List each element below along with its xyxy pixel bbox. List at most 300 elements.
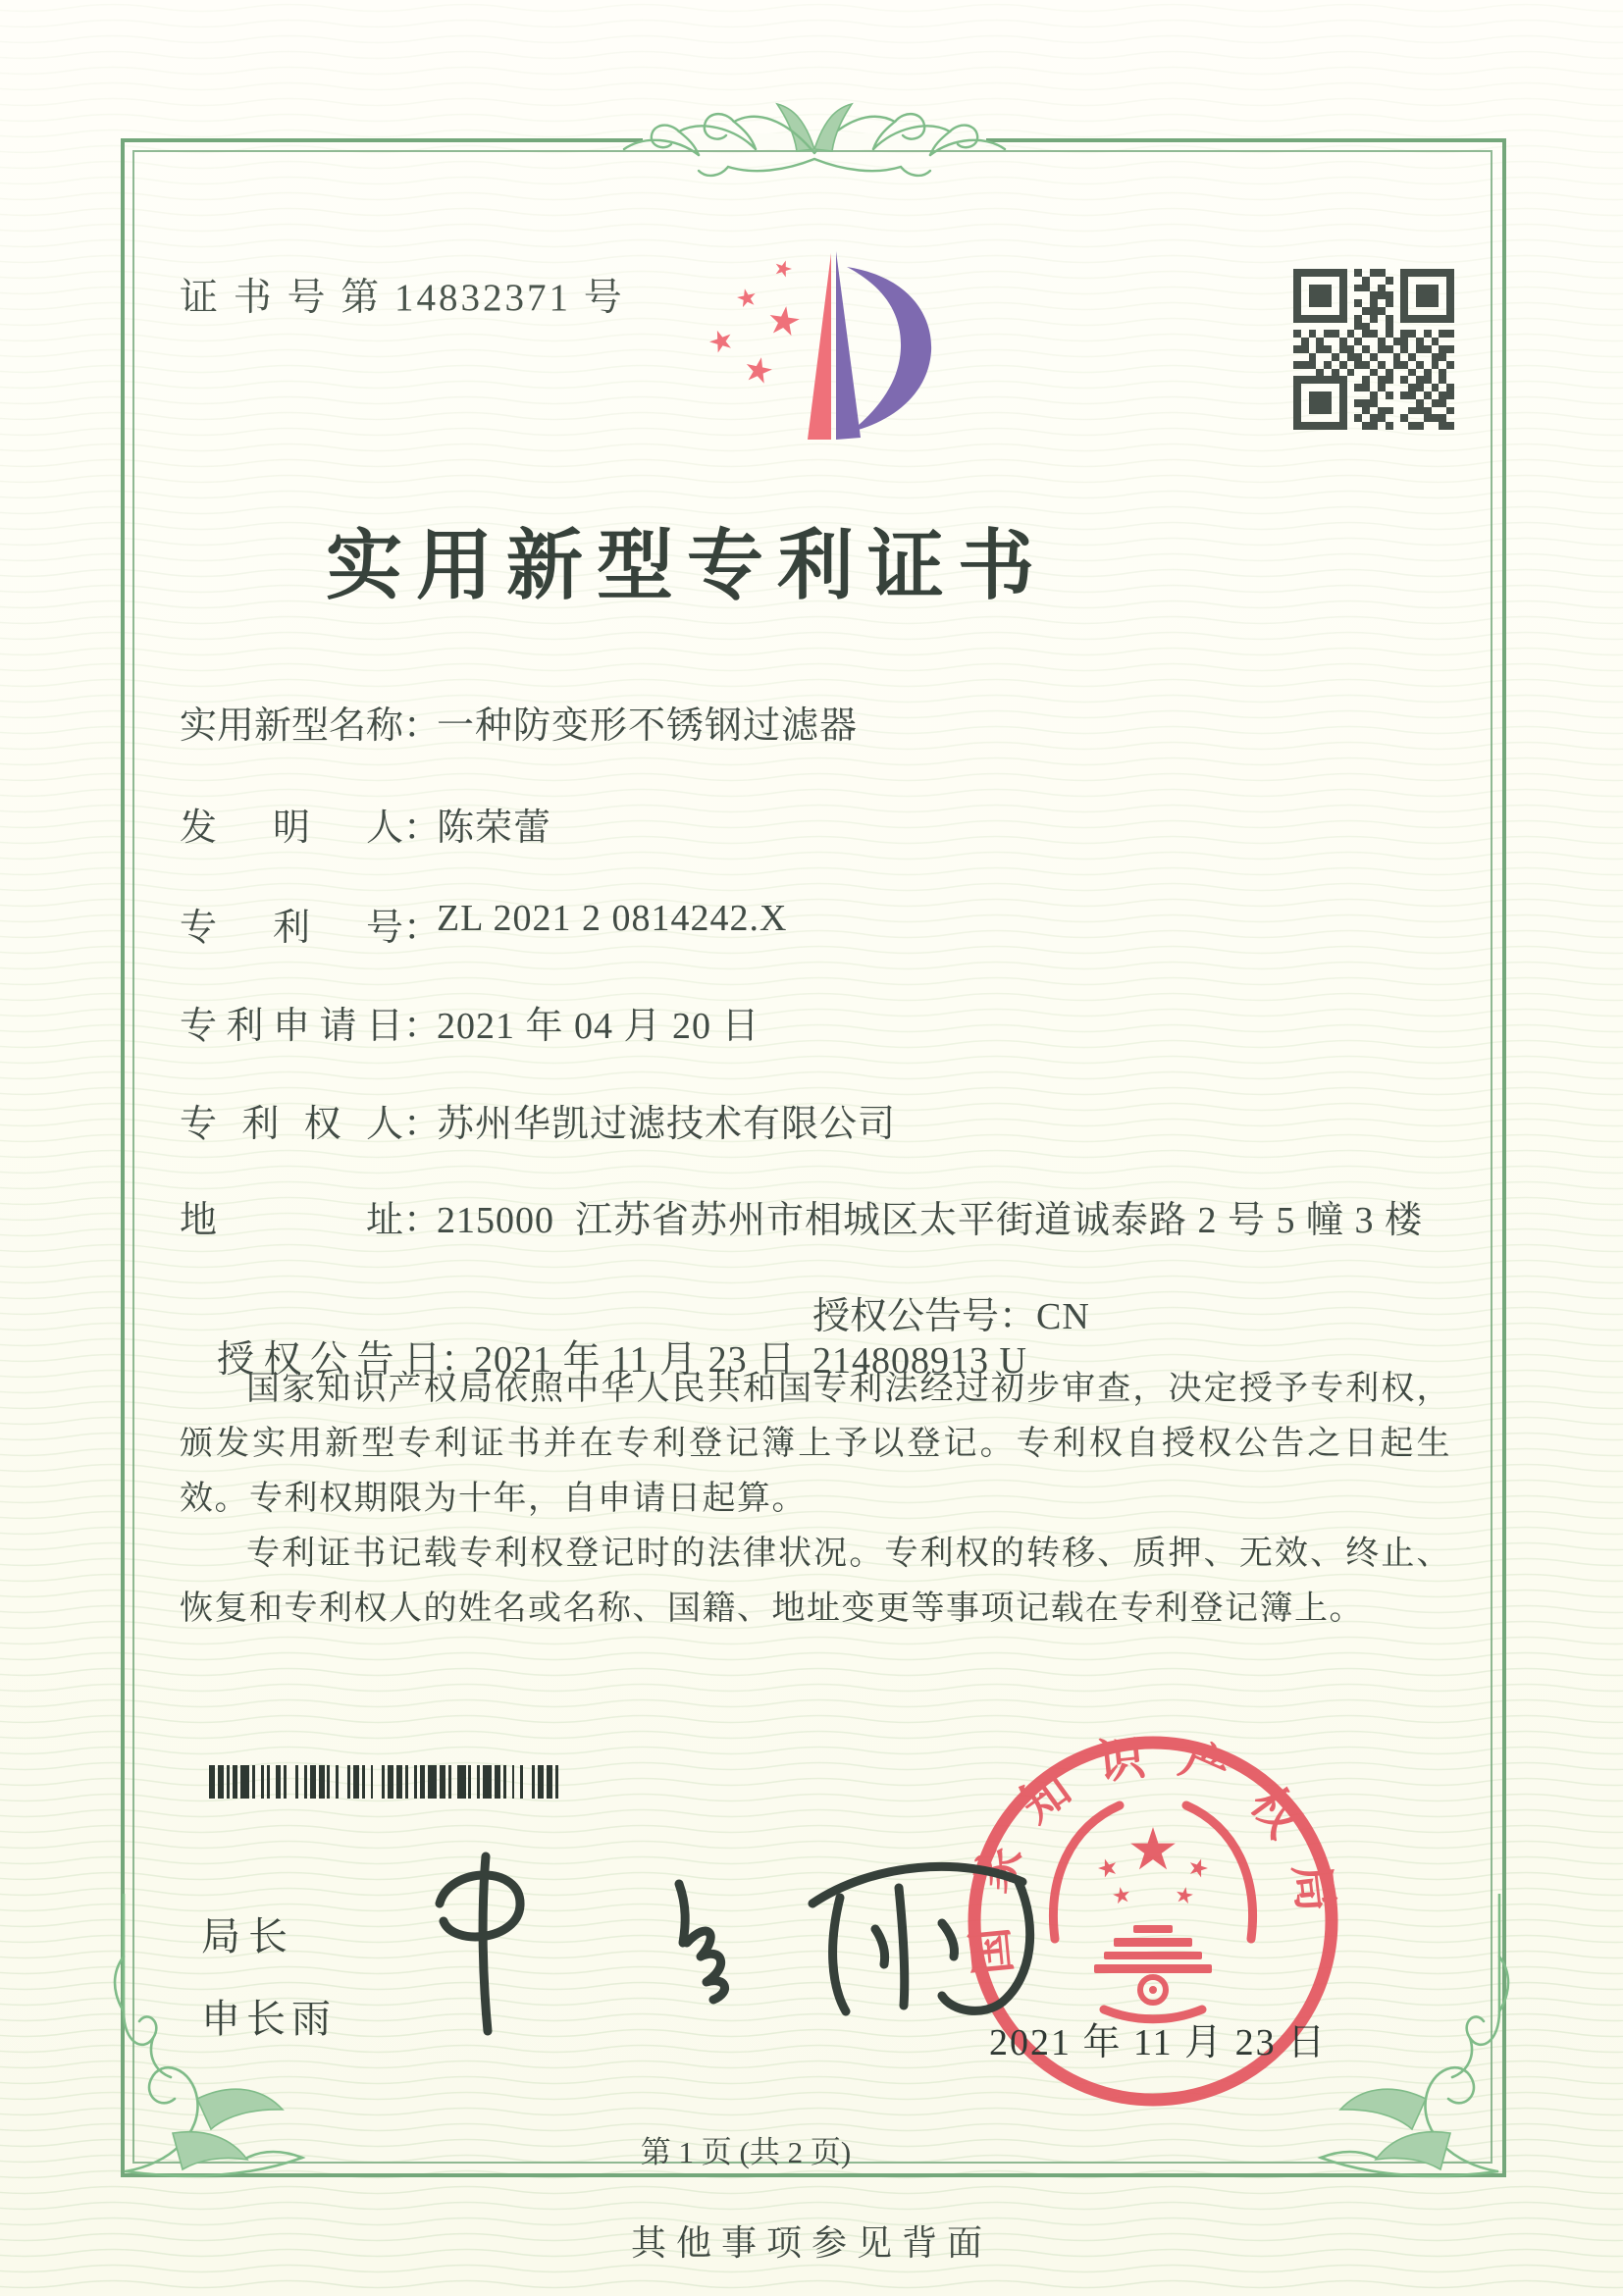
qr-module <box>1354 269 1362 277</box>
qr-module <box>1293 414 1301 422</box>
qr-module <box>1416 369 1424 377</box>
qr-module <box>1393 376 1401 384</box>
qr-module <box>1378 285 1386 292</box>
qr-module <box>1424 338 1432 345</box>
qr-module <box>1416 285 1424 292</box>
qr-module <box>1378 345 1386 353</box>
qr-module <box>1354 285 1362 292</box>
qr-module <box>1400 422 1408 430</box>
seal-ring-text: 国家知识产权局 <box>962 1729 1345 1977</box>
qr-module <box>1332 353 1339 361</box>
qr-module <box>1378 338 1386 345</box>
qr-module <box>1354 315 1362 323</box>
qr-module <box>1370 414 1378 422</box>
qr-module <box>1309 407 1317 415</box>
qr-module <box>1309 414 1317 422</box>
qr-module <box>1416 269 1424 277</box>
qr-module <box>1400 315 1408 323</box>
field-label: 授权公告日 <box>217 1339 441 1381</box>
qr-module <box>1424 376 1432 384</box>
qr-module <box>1446 422 1454 430</box>
qr-module <box>1386 269 1393 277</box>
qr-module <box>1378 353 1386 361</box>
qr-module <box>1347 330 1355 338</box>
qr-module <box>1408 315 1416 323</box>
qr-module <box>1408 422 1416 430</box>
qr-module <box>1424 323 1432 331</box>
qr-module <box>1370 330 1378 338</box>
guilloche-line <box>0 36 1623 43</box>
qr-module <box>1309 399 1317 407</box>
qr-module <box>1386 414 1393 422</box>
field-label: 专利号 <box>180 908 403 949</box>
qr-module <box>1347 291 1355 299</box>
qr-module <box>1324 315 1332 323</box>
qr-module <box>1309 315 1317 323</box>
qr-module <box>1408 414 1416 422</box>
qr-module <box>1332 285 1339 292</box>
field-colon: ： <box>403 908 442 949</box>
qr-module <box>1347 361 1355 369</box>
qr-module <box>1301 384 1309 391</box>
qr-module <box>1408 407 1416 415</box>
qr-module <box>1400 299 1408 307</box>
page-number: 第 1 页 (共 2 页) <box>640 2135 852 2169</box>
qr-module <box>1316 291 1324 299</box>
qr-module <box>1400 291 1408 299</box>
qr-module <box>1339 323 1347 331</box>
qr-module <box>1362 338 1370 345</box>
qr-module <box>1439 399 1446 407</box>
field-value: 215000 江苏省苏州市相城区太平街道诚泰路 2 号 5 幢 3 楼 <box>437 1200 1424 1241</box>
qr-module <box>1309 277 1317 285</box>
qr-module <box>1362 285 1370 292</box>
qr-module <box>1439 407 1446 415</box>
qr-module <box>1432 299 1440 307</box>
qr-module <box>1309 361 1317 369</box>
qr-module <box>1339 269 1347 277</box>
qr-module <box>1354 323 1362 331</box>
qr-module <box>1386 345 1393 353</box>
qr-module <box>1354 353 1362 361</box>
field-value: 苏州华凯过滤技术有限公司 <box>437 1104 897 1145</box>
qr-module <box>1332 376 1339 384</box>
qr-module <box>1362 361 1370 369</box>
field-label: 实用新型名称 <box>180 705 404 747</box>
qr-module <box>1446 307 1454 315</box>
qr-module <box>1309 307 1317 315</box>
qr-module <box>1309 269 1317 277</box>
qr-module <box>1386 299 1393 307</box>
qr-module <box>1301 422 1309 430</box>
qr-module <box>1293 291 1301 299</box>
qr-module <box>1378 299 1386 307</box>
qr-module <box>1386 384 1393 391</box>
qr-module <box>1408 338 1416 345</box>
qr-module <box>1446 345 1454 353</box>
qr-module <box>1293 376 1301 384</box>
qr-module <box>1400 285 1408 292</box>
legal-paragraph-1: 国家知识产权局依照中华人民共和国专利法经过初步审查，决定授予专利权，颁发实用新型专利证书并在专利登记簿上予以登记。专利权自授权公告之日起生效。专利权期限为十年，自申请日起算。 <box>180 1371 1451 1517</box>
qr-module <box>1370 399 1378 407</box>
qr-module <box>1347 307 1355 315</box>
qr-module <box>1293 399 1301 407</box>
qr-module <box>1324 384 1332 391</box>
qr-module <box>1293 391 1301 399</box>
qr-module <box>1347 315 1355 323</box>
qr-module <box>1424 422 1432 430</box>
qr-module <box>1393 285 1401 292</box>
qr-module <box>1378 361 1386 369</box>
qr-module <box>1439 391 1446 399</box>
field-value: 2021 年 04 月 20 日 <box>437 1006 760 1047</box>
qr-module <box>1393 345 1401 353</box>
qr-module <box>1446 277 1454 285</box>
qr-module <box>1408 384 1416 391</box>
qr-module <box>1309 299 1317 307</box>
qr-module <box>1309 291 1317 299</box>
top-center-flourish <box>550 59 1079 196</box>
qr-module <box>1347 338 1355 345</box>
qr-module <box>1416 307 1424 315</box>
qr-module <box>1324 277 1332 285</box>
qr-module <box>1408 353 1416 361</box>
qr-module <box>1354 338 1362 345</box>
guilloche-line <box>0 5 1623 12</box>
qr-module <box>1439 291 1446 299</box>
qr-module <box>1378 330 1386 338</box>
qr-module <box>1309 369 1317 377</box>
qr-module <box>1347 277 1355 285</box>
qr-module <box>1324 299 1332 307</box>
qr-module <box>1432 384 1440 391</box>
qr-module <box>1424 291 1432 299</box>
qr-module <box>1324 376 1332 384</box>
qr-module <box>1354 361 1362 369</box>
qr-module <box>1416 422 1424 430</box>
qr-module <box>1424 269 1432 277</box>
field-colon: ： <box>999 1296 1037 1337</box>
qr-module <box>1416 399 1424 407</box>
qr-module <box>1424 285 1432 292</box>
qr-module <box>1439 307 1446 315</box>
guilloche-line <box>0 2266 1623 2272</box>
field-value: ZL 2021 2 0814242.X <box>437 898 788 939</box>
qr-module <box>1432 376 1440 384</box>
qr-module <box>1446 361 1454 369</box>
qr-module <box>1293 369 1301 377</box>
qr-module <box>1354 345 1362 353</box>
field-inventor <box>180 797 551 851</box>
qr-module <box>1393 291 1401 299</box>
qr-module <box>1424 407 1432 415</box>
qr-module <box>1293 422 1301 430</box>
qr-module <box>1293 384 1301 391</box>
qr-module <box>1347 384 1355 391</box>
qr-module <box>1400 345 1408 353</box>
qr-module <box>1324 269 1332 277</box>
qr-module <box>1424 277 1432 285</box>
qr-module <box>1332 315 1339 323</box>
qr-module <box>1309 422 1317 430</box>
qr-module <box>1332 399 1339 407</box>
qr-module <box>1386 353 1393 361</box>
qr-module <box>1354 307 1362 315</box>
qr-module <box>1370 391 1378 399</box>
qr-module <box>1416 391 1424 399</box>
qr-module <box>1432 285 1440 292</box>
qr-module <box>1309 376 1317 384</box>
qr-module <box>1354 277 1362 285</box>
field-colon: ： <box>403 1104 442 1145</box>
logo-stars <box>707 258 801 385</box>
barcode-gap <box>558 1765 564 1799</box>
seal-emblem <box>1053 1805 1252 2019</box>
qr-module <box>1400 277 1408 285</box>
qr-module <box>1386 330 1393 338</box>
qr-module <box>1432 414 1440 422</box>
qr-module <box>1439 299 1446 307</box>
qr-module <box>1324 307 1332 315</box>
qr-module <box>1362 376 1370 384</box>
qr-module <box>1293 323 1301 331</box>
qr-module <box>1309 338 1317 345</box>
qr-module <box>1439 338 1446 345</box>
issuer-name: 申长雨 <box>201 1997 337 2041</box>
qr-module <box>1432 277 1440 285</box>
qr-module <box>1432 345 1440 353</box>
qr-module <box>1446 369 1454 377</box>
qr-module <box>1432 315 1440 323</box>
field-colon: ： <box>403 1006 442 1047</box>
qr-module <box>1439 315 1446 323</box>
qr-module <box>1370 285 1378 292</box>
qr-module <box>1408 376 1416 384</box>
qr-module <box>1347 414 1355 422</box>
guilloche-line <box>0 21 1623 27</box>
qr-module <box>1316 269 1324 277</box>
qr-module <box>1424 391 1432 399</box>
qr-module <box>1393 315 1401 323</box>
qr-module <box>1301 399 1309 407</box>
qr-module <box>1439 384 1446 391</box>
qr-module <box>1362 422 1370 430</box>
qr-module <box>1324 330 1332 338</box>
qr-module <box>1446 399 1454 407</box>
qr-module <box>1347 269 1355 277</box>
qr-module <box>1424 345 1432 353</box>
qr-module <box>1324 399 1332 407</box>
qr-module <box>1416 291 1424 299</box>
qr-module <box>1408 291 1416 299</box>
qr-module <box>1347 391 1355 399</box>
qr-module <box>1446 299 1454 307</box>
field-value: 一种防变形不锈钢过滤器 <box>437 705 859 747</box>
qr-module <box>1446 338 1454 345</box>
qr-module <box>1393 323 1401 331</box>
field-filing-date <box>180 995 760 1049</box>
qr-module <box>1339 330 1347 338</box>
qr-module <box>1354 422 1362 430</box>
qr-module <box>1362 391 1370 399</box>
qr-module <box>1309 345 1317 353</box>
qr-module <box>1293 299 1301 307</box>
qr-module <box>1400 338 1408 345</box>
qr-module <box>1439 353 1446 361</box>
barcode <box>209 1765 564 1799</box>
qr-module <box>1393 361 1401 369</box>
qr-module <box>1316 422 1324 430</box>
qr-module <box>1339 338 1347 345</box>
qr-module <box>1309 285 1317 292</box>
qr-module <box>1332 277 1339 285</box>
qr-module <box>1386 399 1393 407</box>
barcode-gap <box>523 1765 532 1799</box>
qr-module <box>1386 391 1393 399</box>
barcode-bar <box>428 1765 437 1799</box>
qr-module <box>1339 391 1347 399</box>
qr-module <box>1370 361 1378 369</box>
qr-module <box>1301 376 1309 384</box>
qr-module <box>1416 345 1424 353</box>
qr-module <box>1316 369 1324 377</box>
qr-module <box>1424 353 1432 361</box>
qr-module <box>1439 285 1446 292</box>
qr-module <box>1301 361 1309 369</box>
qr-module <box>1378 376 1386 384</box>
guilloche-line <box>0 2203 1623 2210</box>
qr-module <box>1378 422 1386 430</box>
qr-module <box>1416 315 1424 323</box>
qr-module <box>1301 345 1309 353</box>
cnipa-logo <box>682 245 947 451</box>
field-label: 专利申请日 <box>180 1006 403 1047</box>
barcode-bar <box>483 1765 492 1799</box>
qr-module <box>1408 285 1416 292</box>
qr-module <box>1446 353 1454 361</box>
qr-module <box>1324 391 1332 399</box>
qr-module <box>1332 361 1339 369</box>
qr-module <box>1370 315 1378 323</box>
field-patentee <box>180 1093 896 1147</box>
qr-module <box>1424 315 1432 323</box>
qr-module <box>1446 407 1454 415</box>
qr-module <box>1386 285 1393 292</box>
qr-module <box>1301 291 1309 299</box>
qr-module <box>1332 291 1339 299</box>
qr-module <box>1400 330 1408 338</box>
qr-module <box>1439 361 1446 369</box>
qr-module <box>1416 299 1424 307</box>
qr-module <box>1316 285 1324 292</box>
qr-module <box>1362 407 1370 415</box>
qr-module <box>1416 277 1424 285</box>
qr-module <box>1293 361 1301 369</box>
qr-module <box>1301 391 1309 399</box>
qr-module <box>1416 414 1424 422</box>
qr-module <box>1316 315 1324 323</box>
field-colon: ： <box>403 1200 442 1241</box>
qr-module <box>1324 291 1332 299</box>
qr-module <box>1378 391 1386 399</box>
qr-module <box>1301 407 1309 415</box>
qr-module <box>1332 269 1339 277</box>
qr-module <box>1324 422 1332 430</box>
qr-module <box>1439 269 1446 277</box>
qr-module <box>1347 285 1355 292</box>
qr-module <box>1439 414 1446 422</box>
qr-module <box>1378 307 1386 315</box>
qr-module <box>1316 338 1324 345</box>
qr-module <box>1339 353 1347 361</box>
qr-module <box>1324 407 1332 415</box>
qr-module <box>1293 338 1301 345</box>
qr-module <box>1446 291 1454 299</box>
qr-module <box>1354 299 1362 307</box>
qr-module <box>1293 307 1301 315</box>
qr-module <box>1354 369 1362 377</box>
qr-module <box>1432 291 1440 299</box>
seal-date: 2021 年 11 月 23 日 <box>989 2022 1328 2063</box>
qr-module <box>1309 384 1317 391</box>
qr-module <box>1309 391 1317 399</box>
qr-module <box>1378 407 1386 415</box>
qr-module <box>1400 323 1408 331</box>
qr-module <box>1393 277 1401 285</box>
qr-module <box>1386 369 1393 377</box>
qr-module <box>1432 361 1440 369</box>
qr-module <box>1316 345 1324 353</box>
qr-module <box>1370 277 1378 285</box>
qr-module <box>1439 277 1446 285</box>
qr-module <box>1432 338 1440 345</box>
qr-module <box>1339 345 1347 353</box>
qr-module <box>1386 407 1393 415</box>
qr-module <box>1432 407 1440 415</box>
legal-text <box>180 1362 1451 1637</box>
qr-module <box>1378 323 1386 331</box>
qr-module <box>1301 414 1309 422</box>
qr-module <box>1370 299 1378 307</box>
qr-module <box>1446 414 1454 422</box>
qr-module <box>1339 369 1347 377</box>
qr-module <box>1332 338 1339 345</box>
qr-module <box>1400 307 1408 315</box>
qr-module <box>1339 307 1347 315</box>
qr-module <box>1362 315 1370 323</box>
qr-module <box>1332 307 1339 315</box>
qr-module <box>1347 299 1355 307</box>
qr-module <box>1362 291 1370 299</box>
qr-module <box>1370 269 1378 277</box>
qr-module <box>1416 323 1424 331</box>
logo-p-curve <box>847 267 931 432</box>
qr-module <box>1432 391 1440 399</box>
qr-module <box>1432 269 1440 277</box>
qr-module <box>1354 414 1362 422</box>
qr-module <box>1370 307 1378 315</box>
qr-module <box>1301 299 1309 307</box>
qr-module <box>1393 414 1401 422</box>
qr-module <box>1354 399 1362 407</box>
qr-module <box>1416 384 1424 391</box>
qr-module <box>1378 369 1386 377</box>
barcode-bar <box>240 1765 249 1799</box>
qr-module <box>1316 330 1324 338</box>
qr-module <box>1362 323 1370 331</box>
qr-module <box>1400 414 1408 422</box>
document-title: 实用新型专利证书 <box>325 523 1048 608</box>
